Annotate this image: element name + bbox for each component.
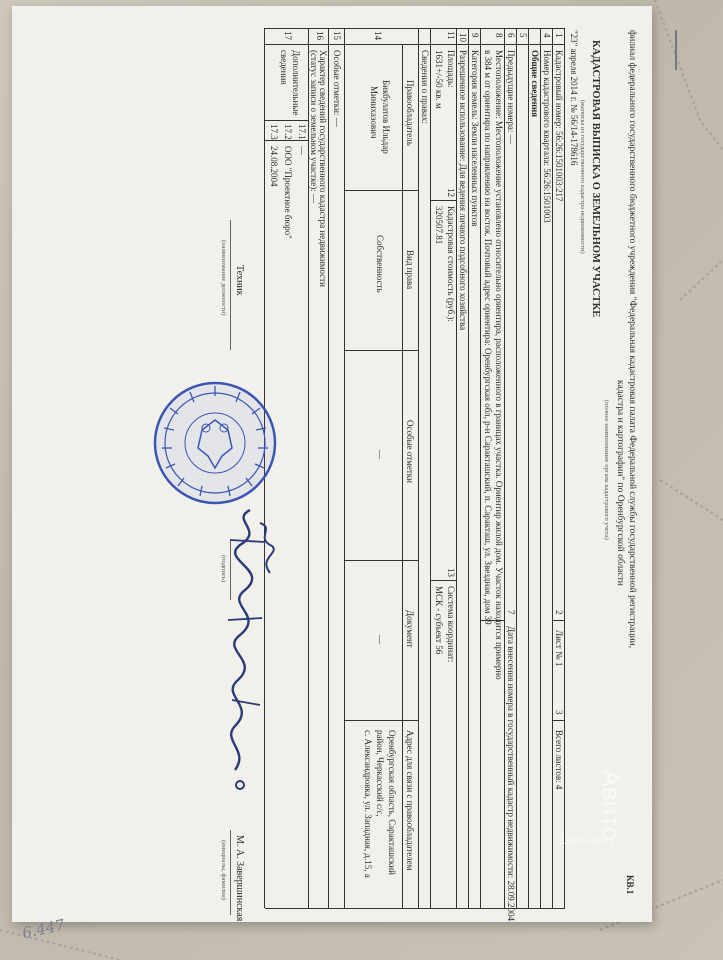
- additional-17-2-value: ООО "Проектное бюро": [283, 146, 293, 239]
- signature-caption: (подпись): [220, 555, 227, 582]
- signer-position-caption: (наименование должности): [220, 240, 227, 316]
- paper-edge-mark: [675, 30, 677, 70]
- right-type-value: Собственность: [375, 235, 385, 293]
- document-header: Документ: [405, 610, 415, 648]
- official-seal-stamp: [150, 378, 280, 508]
- pencil-note: 6.447: [20, 915, 67, 943]
- header-line-2: кадастра и картографии" по Оренбургской области: [615, 380, 625, 586]
- row-number: 1: [554, 33, 564, 38]
- document-subtitle: (выписка из государственного кадастра недвижимости): [579, 100, 586, 254]
- header-caption: (полное наименование органа кадастрового учета): [603, 400, 610, 540]
- row-number: 11: [446, 31, 456, 40]
- holder-name: Бикбулатов Ильдар: [381, 80, 391, 154]
- row-number: 8: [494, 33, 504, 38]
- right-type-header: Вид права: [405, 250, 415, 290]
- additional-17-1-num: 17.1: [297, 124, 307, 140]
- document-sheet: [12, 6, 652, 922]
- row-number: 7: [506, 610, 516, 615]
- row-number: 14: [373, 31, 383, 40]
- handwritten-signature: [170, 500, 310, 800]
- row-number: 5: [518, 33, 528, 38]
- row-number: 16: [315, 31, 325, 40]
- row-number: 9: [470, 33, 480, 38]
- row-number: 4: [542, 33, 552, 38]
- general-info-heading: Общие сведения: [530, 50, 540, 118]
- signer-name-caption: (инициалы, фамилия): [220, 840, 227, 900]
- previous-numbers: Предыдущие номера: —: [506, 50, 516, 144]
- signer-name: М. А. Завершинская: [234, 835, 245, 922]
- row-number: 15: [332, 31, 342, 40]
- location-line-2: в 384 м от ориентира по направлению на восток. Почтовый адрес ориентира: Оренбургская обл, р-н Саракташский, п. Саракташ, ул. Звездная, дом 39: [483, 50, 493, 625]
- cadastral-number: Кадастровый номер: 56:26:1501003:217: [554, 50, 564, 202]
- header-line-1: филиал федерального государственного бюджетного учреждения "Федеральная кадастровая палата Федеральной службы государственной регистрации,: [627, 30, 637, 649]
- area-label: Площадь:: [446, 50, 456, 88]
- address-line-3: с. Александровка, ул. Западная, д.15, а: [363, 730, 373, 878]
- watermark-id: 1422342213: [560, 835, 622, 847]
- permitted-use: Разрешенное использование: Для ведения личного подсобного хозяйства: [458, 50, 468, 331]
- additional-17-3-num: 17.3: [269, 124, 279, 140]
- additional-17-3-value: 24.08.2004: [269, 146, 279, 187]
- address-line-1: Оренбургская область, Саракташский: [387, 730, 397, 875]
- additional-label: Дополнительные: [291, 50, 301, 116]
- location-line-1: Местоположение: Местоположение установлено относительно ориентира, расположенного в границах участка. Ориентир жилой дом. Участок находится примерно: [494, 50, 504, 680]
- form-code: КВ.1: [625, 875, 635, 895]
- address-header: Адрес для связи с правообладателем: [405, 730, 415, 871]
- record-character: Характер сведений государственного кадастра недвижимости: [318, 50, 328, 287]
- row-number: 3: [554, 710, 564, 715]
- additional-17-2-num: 17.2: [283, 124, 293, 140]
- watermark-logo: Авито: [596, 769, 627, 842]
- date-of-entry: Дата внесения номера в государственный кадастр недвижимости: 28.09.2004: [506, 626, 516, 921]
- marks-value: —: [375, 450, 385, 459]
- coordinate-system-label: Система координат:: [446, 586, 456, 663]
- cost-value: 320507.81: [434, 206, 444, 245]
- sheets-total: Всего листов: 4: [554, 730, 564, 790]
- row-number: 13: [446, 568, 456, 577]
- row-number: 6: [506, 33, 516, 38]
- additional-label-2: сведения: [279, 50, 289, 85]
- area-value: 1631+/-50 кв. м: [434, 50, 444, 109]
- document-value: —: [375, 635, 385, 644]
- holder-patronymic: Минихазович: [369, 86, 379, 139]
- address-line-2: район, Черкасский с/с,: [375, 730, 385, 817]
- holder-header: Правообладатель: [405, 80, 415, 146]
- initials-signature: [250, 518, 284, 578]
- document-content: [31, 20, 641, 920]
- signer-position: Техник: [234, 265, 245, 296]
- row-number: 10: [458, 33, 468, 42]
- marks-header: Особые отметки: [405, 420, 415, 483]
- additional-17-1-value: —: [297, 146, 307, 155]
- rights-label: Сведения о правах:: [420, 50, 430, 124]
- coordinate-system-value: МСК - субъект 56: [434, 586, 444, 655]
- document-title: КАДАСТРОВАЯ ВЫПИСКА О ЗЕМЕЛЬНОМ УЧАСТКЕ: [590, 40, 601, 318]
- row-number: 2: [554, 610, 564, 615]
- record-status: (статус записи о земельном участке): —: [309, 50, 319, 203]
- row-number: 17: [283, 31, 293, 40]
- land-category: Категория земель: Земли населенных пунктов: [470, 50, 480, 227]
- sheet-number: Лист № 1: [554, 630, 564, 667]
- date-number-line: "23" апреля 2014 г. № 56/14-178616: [569, 30, 579, 166]
- row-number: 12: [446, 188, 456, 197]
- cost-label: Кадастровая стоимость (руб.):: [446, 206, 456, 322]
- quarter-number: Номер кадастрового квартала: 56:26:1501003: [542, 50, 552, 223]
- special-marks: Особые отметки: —: [332, 50, 342, 127]
